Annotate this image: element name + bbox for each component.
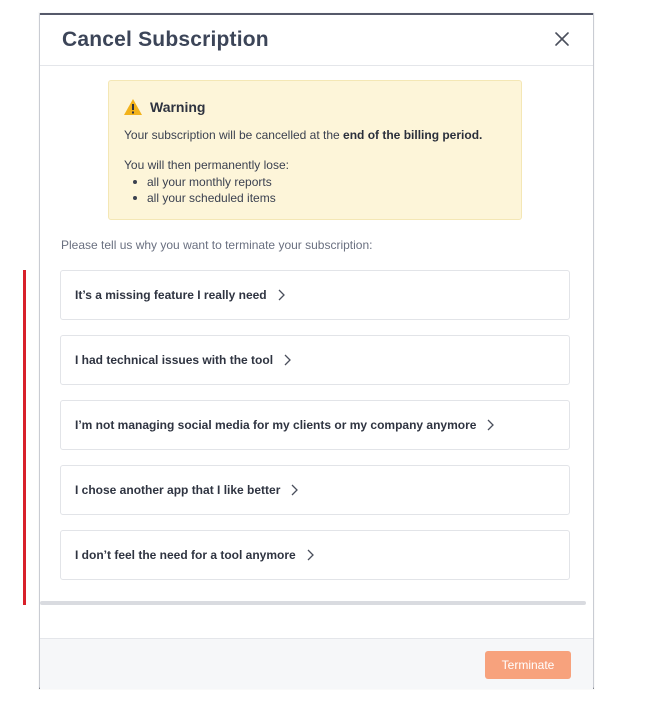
reason-list — [60, 270, 570, 595]
list-item-label: all your scheduled items — [147, 191, 276, 205]
chevron-right-icon — [485, 419, 495, 431]
reason-label: I had technical issues with the tool — [75, 353, 274, 367]
list-item-label: all your monthly reports — [147, 175, 272, 189]
warning-message-bold: end of the billing period. — [343, 128, 483, 142]
reason-label: I don’t feel the need for a tool anymore — [75, 548, 296, 562]
horizontal-scrollbar[interactable] — [40, 601, 586, 605]
modal-footer — [40, 638, 593, 689]
modal-title: Cancel Subscription — [62, 28, 269, 51]
terminate-button[interactable]: Terminate — [485, 651, 571, 679]
close-icon — [551, 28, 573, 50]
chevron-right-icon — [289, 484, 299, 496]
reason-label: I’m not managing social media for my clients or my company anymore — [75, 418, 477, 432]
warning-box — [108, 80, 522, 220]
reason-label: I chose another app that I like better — [75, 483, 281, 497]
close-button[interactable] — [551, 28, 573, 50]
reason-option-no-need[interactable] — [60, 530, 570, 580]
warning-loss-list — [124, 174, 276, 206]
reason-label: It’s a missing feature I really need — [75, 288, 267, 302]
warning-title: Warning — [150, 99, 206, 115]
chevron-right-icon — [305, 549, 315, 561]
warning-loss-intro: You will then permanently lose: — [124, 158, 289, 172]
reason-prompt: Please tell us why you want to terminate your subscription: — [61, 238, 373, 252]
warning-icon — [123, 98, 143, 116]
reason-option-not-managing-social-media[interactable] — [60, 400, 570, 450]
chevron-right-icon — [282, 354, 292, 366]
modal-header — [40, 14, 593, 66]
side-accent-line — [23, 270, 26, 605]
warning-message-prefix: Your subscription will be cancelled at the — [124, 128, 344, 142]
list-item — [124, 174, 276, 190]
warning-header — [123, 98, 205, 116]
cancel-subscription-modal — [39, 13, 594, 689]
reason-option-missing-feature[interactable] — [60, 270, 570, 320]
reason-option-technical-issues[interactable] — [60, 335, 570, 385]
warning-message — [124, 128, 482, 142]
chevron-right-icon — [276, 289, 286, 301]
list-item — [124, 190, 276, 206]
reason-option-another-app[interactable] — [60, 465, 570, 515]
